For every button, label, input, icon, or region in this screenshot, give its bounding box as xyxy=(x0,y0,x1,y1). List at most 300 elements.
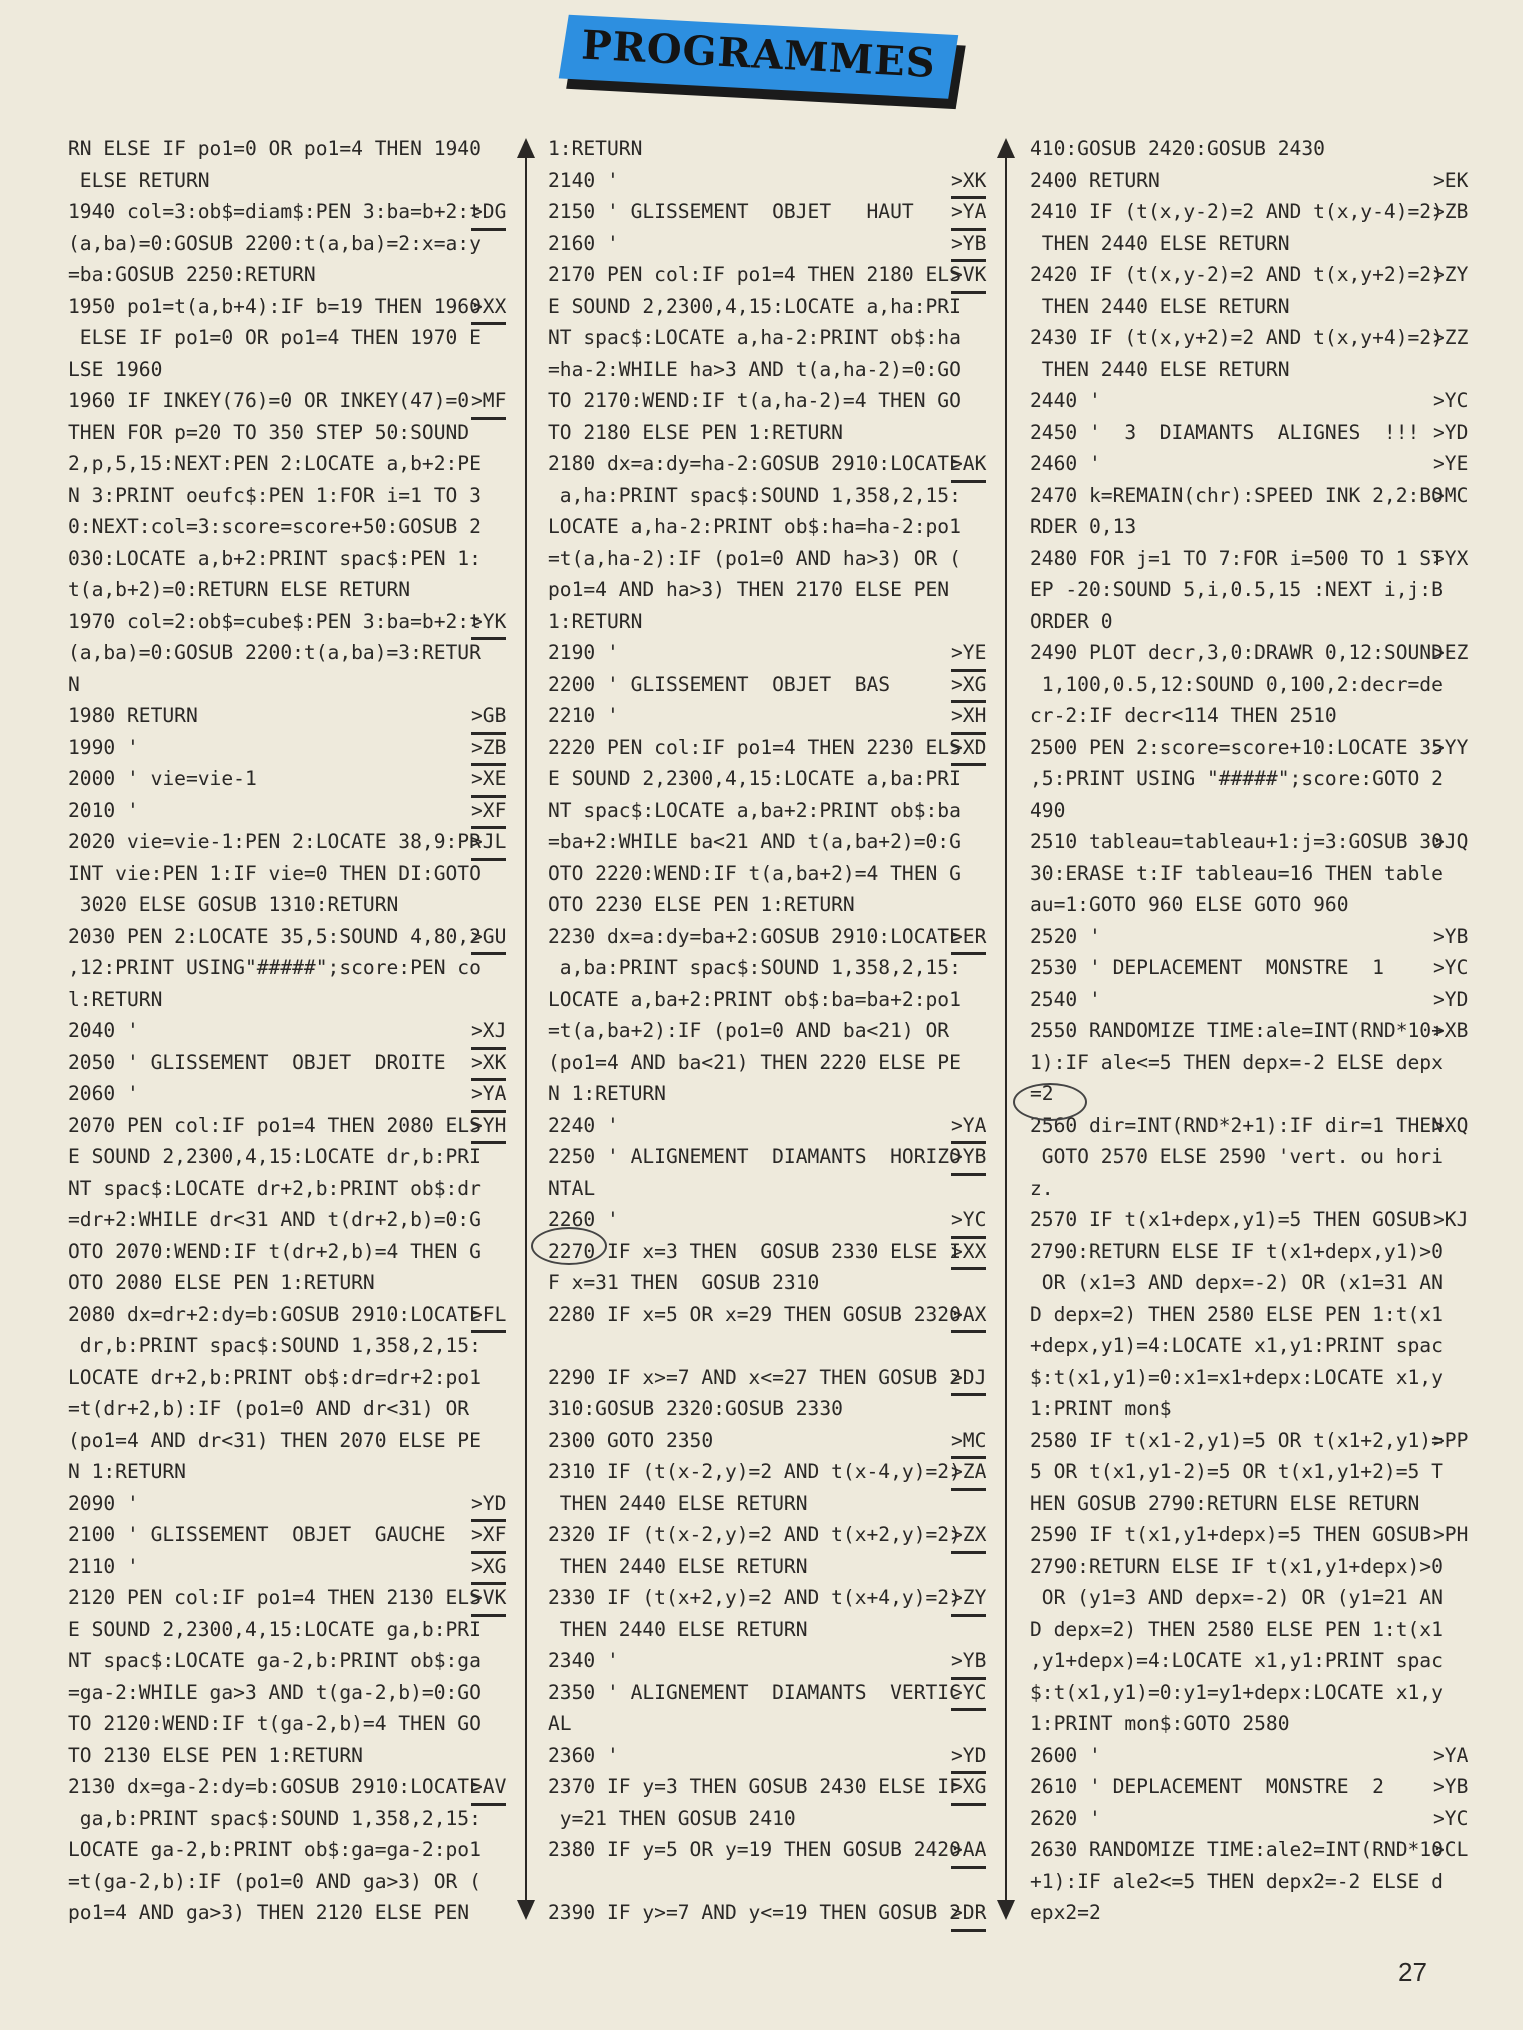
checksum-code: >PH xyxy=(1433,1523,1469,1546)
code-line xyxy=(1030,480,1470,512)
checksum-code: >YE xyxy=(1433,452,1469,475)
code-text: 2100 ' GLISSEMENT OBJET GAUCHE xyxy=(68,1523,446,1546)
checksum-code: >YD xyxy=(471,1488,506,1523)
listing-column-2 xyxy=(548,133,988,1929)
code-text: 1:RETURN xyxy=(548,609,643,633)
code-line xyxy=(548,1078,988,1110)
code-text: z. xyxy=(1030,1176,1054,1200)
code-line xyxy=(548,259,988,291)
code-line xyxy=(1030,1708,1470,1740)
checksum-code: >DG xyxy=(471,196,506,231)
code-text: =ba:GOSUB 2250:RETURN xyxy=(68,263,316,286)
checksum-code: >AA xyxy=(951,1834,986,1869)
checksum-code: >XG xyxy=(471,1551,506,1586)
code-line xyxy=(548,921,988,953)
code-text: 2580 IF t(x1-2,y1)=5 OR t(x1+2,y1)= xyxy=(1030,1428,1443,1452)
code-line xyxy=(1030,1267,1470,1299)
code-text: 2790:RETURN ELSE IF t(x1,y1+depx)>0 xyxy=(1030,1554,1443,1578)
checksum-code: >YA xyxy=(951,1110,986,1145)
code-text: N 1:RETURN xyxy=(548,1082,666,1105)
code-text: =t(dr+2,b):IF (po1=0 AND dr<31) OR xyxy=(68,1397,470,1420)
code-text: 2040 ' xyxy=(68,1019,139,1042)
code-text: NT spac$:LOCATE ga-2,b:PRINT ob$:ga xyxy=(68,1649,481,1672)
code-line xyxy=(68,826,508,858)
checksum-code: >DR xyxy=(951,1897,986,1932)
code-text: 2,p,5,15:NEXT:PEN 2:LOCATE a,b+2:PE xyxy=(68,452,481,475)
code-line xyxy=(68,1866,508,1898)
checksum-code: >XD xyxy=(951,732,986,767)
code-text: 2020 vie=vie-1:PEN 2:LOCATE 38,9:PR xyxy=(68,830,481,853)
code-line xyxy=(68,1519,508,1551)
code-line xyxy=(548,511,988,543)
checksum-code: >XX xyxy=(951,1236,986,1271)
code-line xyxy=(68,574,508,606)
checksum-code: >YD xyxy=(951,1740,986,1775)
code-line xyxy=(548,228,988,260)
code-line xyxy=(1030,669,1470,701)
code-line xyxy=(1030,1425,1470,1457)
code-text: 2430 IF (t(x,y+2)=2 AND t(x,y+4)=2) xyxy=(1030,326,1443,349)
code-line xyxy=(548,1834,988,1866)
code-text: 2280 IF x=5 OR x=29 THEN GOSUB 2320 xyxy=(548,1302,961,1326)
code-text: LSE 1960 xyxy=(68,357,163,381)
checksum-code: >YB xyxy=(1433,1775,1469,1798)
code-line xyxy=(68,1677,508,1709)
code-text: +depx,y1)=4:LOCATE x1,y1:PRINT spac xyxy=(1030,1334,1443,1357)
code-text: 2420 IF (t(x,y-2)=2 AND t(x,y+2)=2) xyxy=(1030,263,1443,286)
checksum-code: >YC xyxy=(951,1204,986,1239)
code-text: NT spac$:LOCATE a,ha-2:PRINT ob$:ha xyxy=(548,326,961,349)
code-text: 1,100,0.5,12:SOUND 0,100,2:decr=de xyxy=(1030,672,1443,696)
code-text: GOTO 2570 ELSE 2590 'vert. ou hori xyxy=(1030,1145,1443,1168)
hand-circle-mark xyxy=(1013,1083,1087,1121)
code-line xyxy=(1030,291,1470,323)
code-line xyxy=(68,700,508,732)
code-line xyxy=(68,763,508,795)
code-text: 2080 dx=dr+2:dy=b:GOSUB 2910:LOCATE xyxy=(68,1302,481,1326)
code-line xyxy=(1030,1141,1470,1173)
code-text: 2050 ' GLISSEMENT OBJET DROITE xyxy=(68,1050,446,1074)
code-text: 30:ERASE t:IF tableau=16 THEN table xyxy=(1030,861,1443,885)
code-text: OR (x1=3 AND depx=-2) OR (x1=31 AN xyxy=(1030,1271,1443,1294)
checksum-code: >ZA xyxy=(951,1456,986,1491)
code-text: 2260 ' xyxy=(548,1208,619,1231)
code-line xyxy=(548,1488,988,1520)
code-line xyxy=(68,984,508,1016)
code-text: =ha-2:WHILE ha>3 AND t(a,ha-2)=0:GO xyxy=(548,357,961,381)
code-text: 2480 FOR j=1 TO 7:FOR i=500 TO 1 ST xyxy=(1030,546,1443,570)
code-line xyxy=(548,1141,988,1173)
code-text: INT vie:PEN 1:IF vie=0 THEN DI:GOTO xyxy=(68,861,481,885)
code-text: NT spac$:LOCATE a,ba+2:PRINT ob$:ba xyxy=(548,798,961,822)
code-line xyxy=(548,385,988,417)
code-line xyxy=(1030,574,1470,606)
code-text: 2490 PLOT decr,3,0:DRAWR 0,12:SOUND xyxy=(1030,641,1443,664)
code-line xyxy=(1030,826,1470,858)
code-line xyxy=(1030,1362,1470,1394)
code-text: OTO 2080 ELSE PEN 1:RETURN xyxy=(68,1271,375,1294)
code-text: LOCATE dr+2,b:PRINT ob$:dr=dr+2:po1 xyxy=(68,1365,481,1389)
code-line xyxy=(68,858,508,890)
code-line xyxy=(548,354,988,386)
code-line xyxy=(68,354,508,386)
code-line xyxy=(68,228,508,260)
code-text: 2570 IF t(x1+depx,y1)=5 THEN GOSUB xyxy=(1030,1208,1432,1231)
code-line xyxy=(68,952,508,984)
code-line xyxy=(68,1897,508,1929)
code-line xyxy=(68,1803,508,1835)
code-line xyxy=(68,196,508,228)
code-line xyxy=(68,1708,508,1740)
code-line xyxy=(68,1236,508,1268)
column-divider-1 xyxy=(525,150,527,1905)
code-line xyxy=(68,1425,508,1457)
code-line xyxy=(548,763,988,795)
code-line xyxy=(68,133,508,165)
checksum-code: >XE xyxy=(471,763,506,798)
code-text: 2470 k=REMAIN(chr):SPEED INK 2,2:BO xyxy=(1030,483,1443,507)
code-text: 2590 IF t(x1,y1+depx)=5 THEN GOSUB xyxy=(1030,1523,1432,1546)
code-text: 2090 ' xyxy=(68,1491,139,1515)
code-line xyxy=(68,1047,508,1079)
code-line xyxy=(548,574,988,606)
code-text: 2340 ' xyxy=(548,1649,619,1672)
code-text: =t(ga-2,b):IF (po1=0 AND ga>3) OR ( xyxy=(68,1869,481,1893)
code-text: 3020 ELSE GOSUB 1310:RETURN xyxy=(68,893,399,916)
checksum-code: >PP xyxy=(1433,1428,1469,1452)
checksum-code: >AX xyxy=(951,1299,986,1334)
code-line xyxy=(68,1551,508,1583)
code-line xyxy=(1030,448,1470,480)
checksum-code: >VK xyxy=(471,1582,506,1617)
code-text: 1:PRINT mon$ xyxy=(1030,1397,1172,1420)
code-line xyxy=(1030,637,1470,669)
code-line xyxy=(548,669,988,701)
code-text: AL xyxy=(548,1712,572,1735)
code-text: epx2=2 xyxy=(1030,1901,1101,1924)
code-line xyxy=(1030,700,1470,732)
code-text: 2540 ' xyxy=(1030,987,1101,1011)
code-line xyxy=(1030,1173,1470,1205)
code-line xyxy=(1030,133,1470,165)
code-text: 2290 IF x>=7 AND x<=27 THEN GOSUB 2 xyxy=(548,1365,961,1389)
code-line xyxy=(68,921,508,953)
checksum-code: >YE xyxy=(951,637,986,672)
code-text: OTO 2230 ELSE PEN 1:RETURN xyxy=(548,893,855,916)
code-line xyxy=(1030,1236,1470,1268)
code-text: 2560 dir=INT(RND*2+1):IF dir=1 THEN xyxy=(1030,1113,1443,1137)
code-line xyxy=(68,259,508,291)
code-text: N xyxy=(68,672,80,696)
code-text: ELSE RETURN xyxy=(68,168,210,192)
code-text: OTO 2070:WEND:IF t(dr+2,b)=4 THEN G xyxy=(68,1239,481,1263)
code-line xyxy=(1030,1645,1470,1677)
checksum-code: >YB xyxy=(951,1645,986,1680)
checksum-code: >YC xyxy=(951,1677,986,1712)
code-line xyxy=(68,322,508,354)
checksum-code: >ZZ xyxy=(1433,326,1469,349)
arrow-up-icon xyxy=(517,138,535,158)
code-line xyxy=(68,1771,508,1803)
code-text: THEN 2440 ELSE RETURN xyxy=(548,1554,808,1578)
code-text: 2380 IF y=5 OR y=19 THEN GOSUB 2420 xyxy=(548,1838,961,1861)
code-text: =t(a,ba+2):IF (po1=0 AND ba<21) OR xyxy=(548,1019,950,1042)
checksum-code: >YH xyxy=(471,1110,506,1145)
code-line xyxy=(1030,354,1470,386)
code-line xyxy=(548,1519,988,1551)
code-text: cr-2:IF decr<114 THEN 2510 xyxy=(1030,704,1337,727)
code-line xyxy=(548,1204,988,1236)
code-text: 2200 ' GLISSEMENT OBJET BAS xyxy=(548,672,891,696)
code-text: 2110 ' xyxy=(68,1554,139,1578)
checksum-code: >EZ xyxy=(1433,641,1469,664)
code-line xyxy=(548,1677,988,1709)
code-text: 2120 PEN col:IF po1=4 THEN 2130 ELS xyxy=(68,1586,481,1609)
checksum-code: >XF xyxy=(471,795,506,830)
code-text: D depx=2) THEN 2580 ELSE PEN 1:t(x1 xyxy=(1030,1617,1443,1641)
checksum-code: >YY xyxy=(1433,735,1469,759)
arrow-down-icon xyxy=(517,1900,535,1920)
code-line xyxy=(68,795,508,827)
checksum-code: >XK xyxy=(951,165,986,200)
code-text: 310:GOSUB 2320:GOSUB 2330 xyxy=(548,1397,843,1420)
code-line xyxy=(548,1645,988,1677)
code-text: 1):IF ale<=5 THEN depx=-2 ELSE depx xyxy=(1030,1050,1443,1074)
code-text: 2240 ' xyxy=(548,1113,619,1137)
code-text: 2410 IF (t(x,y-2)=2 AND t(x,y-4)=2) xyxy=(1030,200,1443,223)
code-text: TO 2170:WEND:IF t(a,ha-2)=4 THEN GO xyxy=(548,389,961,412)
code-line xyxy=(1030,1677,1470,1709)
code-text: =ga-2:WHILE ga>3 AND t(ga-2,b)=0:GO xyxy=(68,1680,481,1704)
code-text: au=1:GOTO 960 ELSE GOTO 960 xyxy=(1030,893,1349,916)
checksum-code: >ZB xyxy=(471,732,506,767)
code-text: a,ha:PRINT spac$:SOUND 1,358,2,15: xyxy=(548,483,961,507)
code-line xyxy=(548,1803,988,1835)
checksum-code: >MC xyxy=(951,1425,986,1460)
checksum-code: >AK xyxy=(951,448,986,483)
checksum-code: >YC xyxy=(1433,389,1469,412)
page-number: 27 xyxy=(1398,1957,1427,1987)
code-text: RDER 0,13 xyxy=(1030,515,1137,538)
code-text: 2450 ' 3 DIAMANTS ALIGNES !!! xyxy=(1030,420,1420,444)
code-line xyxy=(1030,952,1470,984)
code-line xyxy=(68,1078,508,1110)
code-line xyxy=(548,858,988,890)
code-line xyxy=(548,133,988,165)
code-line xyxy=(548,1015,988,1047)
code-line xyxy=(68,448,508,480)
code-text: N 1:RETURN xyxy=(68,1460,186,1483)
code-text: 2150 ' GLISSEMENT OBJET HAUT xyxy=(548,200,914,223)
code-text: RN ELSE IF po1=0 OR po1=4 THEN 1940 xyxy=(68,137,481,160)
code-line xyxy=(548,637,988,669)
code-text: 2210 ' xyxy=(548,704,619,727)
code-text: LOCATE ga-2,b:PRINT ob$:ga=ga-2:po1 xyxy=(68,1838,481,1861)
checksum-code: >MC xyxy=(1433,483,1469,507)
code-line xyxy=(548,1425,988,1457)
checksum-code: >YC xyxy=(1433,956,1469,979)
checksum-code: >CL xyxy=(1433,1838,1469,1861)
code-line xyxy=(548,417,988,449)
code-line xyxy=(1030,1110,1470,1142)
code-line xyxy=(1030,1803,1470,1835)
checksum-code: >XJ xyxy=(471,1015,506,1050)
code-text: +1):IF ale2<=5 THEN depx2=-2 ELSE d xyxy=(1030,1869,1443,1893)
code-line xyxy=(548,700,988,732)
code-text: 2620 ' xyxy=(1030,1806,1101,1830)
code-text: 2270 IF x=3 THEN GOSUB 2330 ELSE I xyxy=(548,1239,961,1263)
code-text: 2790:RETURN ELSE IF t(x1+depx,y1)>0 xyxy=(1030,1239,1443,1263)
code-text: THEN FOR p=20 TO 350 STEP 50:SOUND xyxy=(68,420,470,444)
code-line xyxy=(68,417,508,449)
code-text: THEN 2440 ELSE RETURN xyxy=(1030,294,1290,318)
code-line xyxy=(1030,1834,1470,1866)
code-text: 2460 ' xyxy=(1030,452,1101,475)
code-text: 2030 PEN 2:LOCATE 35,5:SOUND 4,80,2 xyxy=(68,924,481,948)
code-line xyxy=(1030,1330,1470,1362)
code-text: OTO 2220:WEND:IF t(a,ba+2)=4 THEN G xyxy=(548,861,961,885)
checksum-code: >FL xyxy=(471,1299,506,1334)
code-line xyxy=(548,165,988,197)
code-line xyxy=(68,543,508,575)
code-line xyxy=(68,385,508,417)
code-line xyxy=(1030,795,1470,827)
code-line xyxy=(548,889,988,921)
code-text: TO 2120:WEND:IF t(ga-2,b)=4 THEN GO xyxy=(68,1712,481,1735)
checksum-code: >XG xyxy=(951,669,986,704)
code-line xyxy=(548,1897,988,1929)
code-text: E SOUND 2,2300,4,15:LOCATE a,ba:PRI xyxy=(548,767,961,790)
code-line xyxy=(68,1015,508,1047)
code-text: 2310 IF (t(x-2,y)=2 AND t(x-4,y)=2) xyxy=(548,1460,961,1483)
checksum-code: >GB xyxy=(471,700,506,735)
code-text: OR (y1=3 AND depx=-2) OR (y1=21 AN xyxy=(1030,1586,1443,1609)
code-line xyxy=(68,1488,508,1520)
code-text: 2350 ' ALIGNEMENT DIAMANTS VERTIC xyxy=(548,1680,961,1704)
code-text: TO 2180 ELSE PEN 1:RETURN xyxy=(548,420,843,444)
code-line xyxy=(68,1267,508,1299)
code-line xyxy=(548,984,988,1016)
code-text: 1940 col=3:ob$=diam$:PEN 3:ba=b+2:t xyxy=(68,200,481,223)
code-text: =ba+2:WHILE ba<21 AND t(a,ba+2)=0:G xyxy=(548,830,961,853)
listing-column-1 xyxy=(68,133,508,1929)
code-text: 1950 po1=t(a,b+4):IF b=19 THEN 1960 xyxy=(68,294,481,318)
code-text: 2010 ' xyxy=(68,798,139,822)
code-text: (a,ba)=0:GOSUB 2200:t(a,ba)=3:RETUR xyxy=(68,641,481,664)
code-text: F x=31 THEN GOSUB 2310 xyxy=(548,1271,820,1294)
code-text: 2190 ' xyxy=(548,641,619,664)
code-line xyxy=(548,1740,988,1772)
checksum-code: >JL xyxy=(471,826,506,861)
code-line xyxy=(68,1173,508,1205)
code-text: 2250 ' ALIGNEMENT DIAMANTS HORIZO xyxy=(548,1145,961,1168)
code-text: 2170 PEN col:IF po1=4 THEN 2180 ELS xyxy=(548,263,961,286)
code-line xyxy=(1030,1551,1470,1583)
code-text: po1=4 AND ga>3) THEN 2120 ELSE PEN xyxy=(68,1901,470,1924)
code-line xyxy=(68,1362,508,1394)
programmes-banner xyxy=(561,15,965,118)
code-text: THEN 2440 ELSE RETURN xyxy=(1030,231,1290,255)
code-line xyxy=(68,511,508,543)
code-text: 2600 ' xyxy=(1030,1743,1101,1767)
code-line xyxy=(1030,889,1470,921)
hand-circle-mark xyxy=(531,1227,607,1265)
checksum-code: >YA xyxy=(1433,1743,1469,1767)
code-line xyxy=(1030,1897,1470,1929)
code-text: ,12:PRINT USING"#####";score:PEN co xyxy=(68,956,481,979)
code-text: 2160 ' xyxy=(548,231,619,255)
code-text: 2180 dx=a:dy=ha-2:GOSUB 2910:LOCATE xyxy=(548,452,961,475)
code-text: (a,ba)=0:GOSUB 2200:t(a,ba)=2:x=a:y xyxy=(68,231,481,255)
code-text: 490 xyxy=(1030,798,1066,822)
code-text: THEN 2440 ELSE RETURN xyxy=(548,1617,808,1641)
code-line xyxy=(548,1173,988,1205)
checksum-code: >DJ xyxy=(951,1362,986,1397)
column-divider-2 xyxy=(1005,150,1007,1905)
code-line xyxy=(548,795,988,827)
checksum-code: >ZX xyxy=(951,1519,986,1554)
code-text: t(a,b+2)=0:RETURN ELSE RETURN xyxy=(68,578,411,601)
code-text: NTAL xyxy=(548,1176,596,1200)
code-text: a,ba:PRINT spac$:SOUND 1,358,2,15: xyxy=(548,956,961,979)
code-text: ,5:PRINT USING "#####";score:GOTO 2 xyxy=(1030,767,1443,790)
code-line xyxy=(548,480,988,512)
code-text: E SOUND 2,2300,4,15:LOCATE a,ha:PRI xyxy=(548,294,961,318)
page-title: PROGRAMMES xyxy=(580,21,937,87)
code-text: 2500 PEN 2:score=score+10:LOCATE 35 xyxy=(1030,735,1443,759)
code-text: EP -20:SOUND 5,i,0.5,15 :NEXT i,j:B xyxy=(1030,578,1443,601)
code-line xyxy=(1030,196,1470,228)
code-line xyxy=(548,448,988,480)
code-line xyxy=(548,1047,988,1079)
code-text: 5 OR t(x1,y1-2)=5 OR t(x1,y1+2)=5 T xyxy=(1030,1460,1443,1483)
code-line xyxy=(68,1645,508,1677)
checksum-code: >ZB xyxy=(1433,200,1469,223)
code-line xyxy=(548,1614,988,1646)
code-line xyxy=(68,291,508,323)
code-line xyxy=(1030,1456,1470,1488)
code-line xyxy=(1030,1614,1470,1646)
code-text: N 3:PRINT oeufc$:PEN 1:FOR i=1 TO 3 xyxy=(68,483,481,507)
code-line xyxy=(1030,858,1470,890)
code-line xyxy=(548,1771,988,1803)
checksum-code: >YD xyxy=(1433,420,1469,444)
checksum-code: >XF xyxy=(471,1519,506,1554)
code-line xyxy=(1030,1204,1470,1236)
checksum-code: >YC xyxy=(1433,1806,1469,1830)
code-text: THEN 2440 ELSE RETURN xyxy=(1030,357,1290,381)
checksum-code: >YK xyxy=(471,606,506,641)
code-line xyxy=(548,543,988,575)
code-line xyxy=(548,1110,988,1142)
code-line xyxy=(1030,322,1470,354)
code-text: =t(a,ha-2):IF (po1=0 AND ha>3) OR ( xyxy=(548,546,961,570)
code-text: 2300 GOTO 2350 xyxy=(548,1428,714,1452)
checksum-code: >XH xyxy=(951,700,986,735)
code-text: 2130 dx=ga-2:dy=b:GOSUB 2910:LOCATE xyxy=(68,1775,481,1798)
checksum-code: >ZY xyxy=(1433,263,1469,286)
code-line xyxy=(1030,1047,1470,1079)
code-text: $:t(x1,y1)=0:y1=y1+depx:LOCATE x1,y xyxy=(1030,1680,1443,1704)
code-text: 2220 PEN col:IF po1=4 THEN 2230 ELS xyxy=(548,735,961,759)
code-text: 2510 tableau=tableau+1:j=3:GOSUB 30 xyxy=(1030,830,1443,853)
checksum-code: >YB xyxy=(1433,924,1469,948)
code-text: =2 xyxy=(1030,1082,1054,1105)
code-line xyxy=(68,889,508,921)
code-text: ,y1+depx)=4:LOCATE x1,y1:PRINT spac xyxy=(1030,1649,1443,1672)
code-text: 1970 col=2:ob$=cube$:PEN 3:ba=b+2:t xyxy=(68,609,481,633)
code-text: po1=4 AND ha>3) THEN 2170 ELSE PEN xyxy=(548,578,950,601)
